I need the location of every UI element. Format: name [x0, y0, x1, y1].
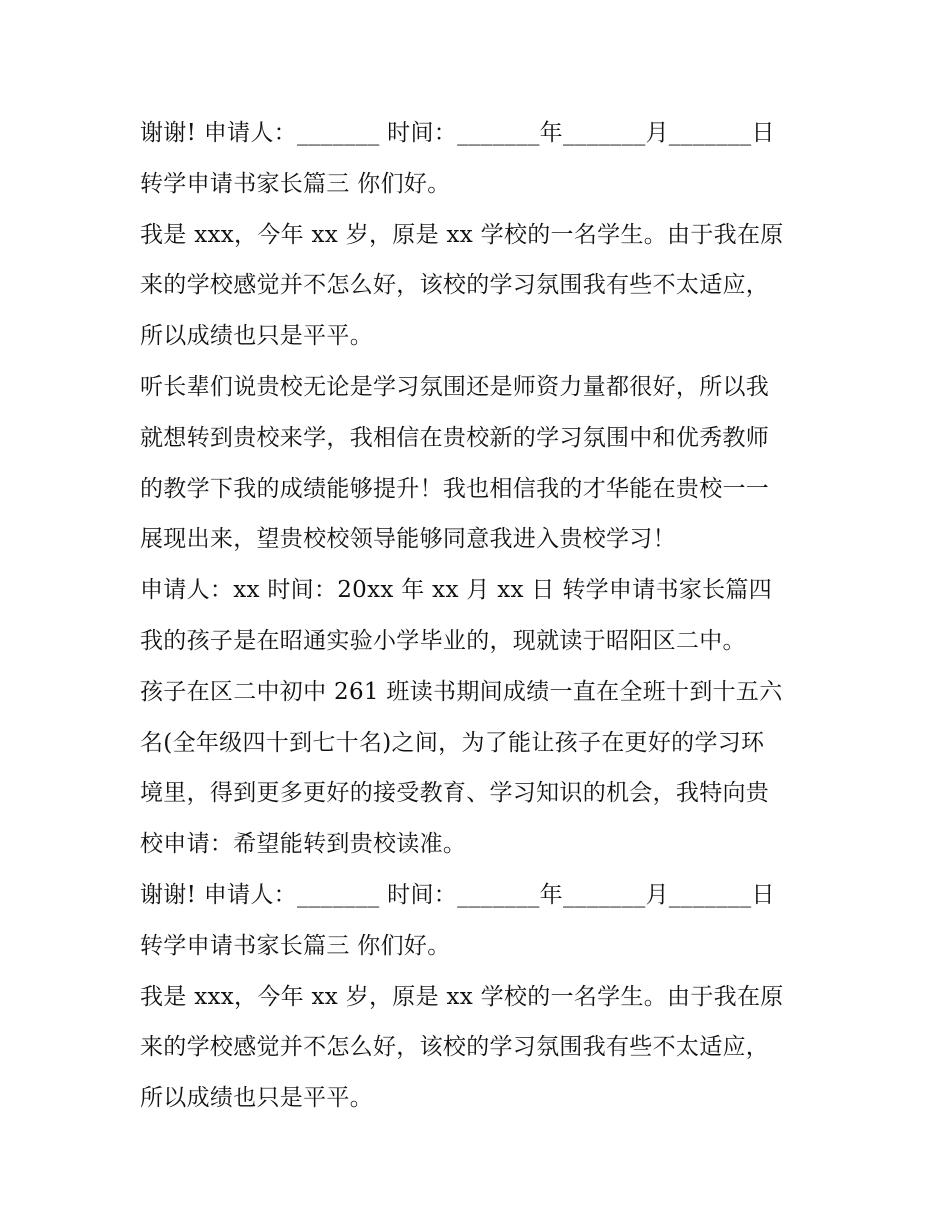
text-line: 转学申请书家长篇三 你们好。 — [140, 170, 451, 197]
text-line: 展现出来，望贵校校领导能够同意我进入贵校学习！ — [140, 526, 676, 553]
text-line: 我是 xxx，今年 xx 岁，原是 xx 学校的一名学生。由于我在原 — [140, 983, 784, 1010]
text-line: 谢谢! 申请人：_______ 时间：_______年_______月_______日 — [140, 881, 775, 908]
text-line: 申请人：xx 时间：20xx 年 xx 月 xx 日 转学申请书家长篇四 — [140, 577, 773, 604]
text-line: 孩子在区二中初中 261 班读书期间成绩一直在全班十到十五六 — [140, 678, 783, 705]
text-line: 听长辈们说贵校无论是学习氛围还是师资力量都很好，所以我 — [140, 373, 770, 400]
text-line: 校申请：希望能转到贵校读准。 — [140, 831, 467, 858]
text-line: 谢谢! 申请人：_______ 时间：_______年_______月_______日 — [140, 120, 775, 146]
text-line: 名(全年级四十到七十名)之间，为了能让孩子在更好的学习环 — [140, 729, 765, 756]
text-line: 所以成绩也只是平平。 — [140, 1085, 373, 1112]
text-line: 我的孩子是在昭通实验小学毕业的，现就读于昭阳区二中。 — [140, 627, 746, 654]
text-line: 就想转到贵校来学，我相信在贵校新的学习氛围中和优秀教师 — [140, 424, 770, 451]
text-line: 所以成绩也只是平平。 — [140, 323, 373, 350]
document-body — [140, 108, 820, 1124]
text-line: 来的学校感觉并不怎么好，该校的学习氛围我有些不太适应， — [140, 1034, 770, 1061]
text-line: 的教学下我的成绩能够提升！我也相信我的才华能在贵校一一 — [140, 475, 770, 502]
text-line: 转学申请书家长篇三 你们好。 — [140, 932, 451, 959]
text-line: 我是 xxx，今年 xx 岁，原是 xx 学校的一名学生。由于我在原 — [140, 221, 784, 248]
text-line: 来的学校感觉并不怎么好，该校的学习氛围我有些不太适应， — [140, 272, 770, 299]
text-line: 境里，得到更多更好的接受教育、学习知识的机会，我特向贵 — [140, 780, 770, 807]
